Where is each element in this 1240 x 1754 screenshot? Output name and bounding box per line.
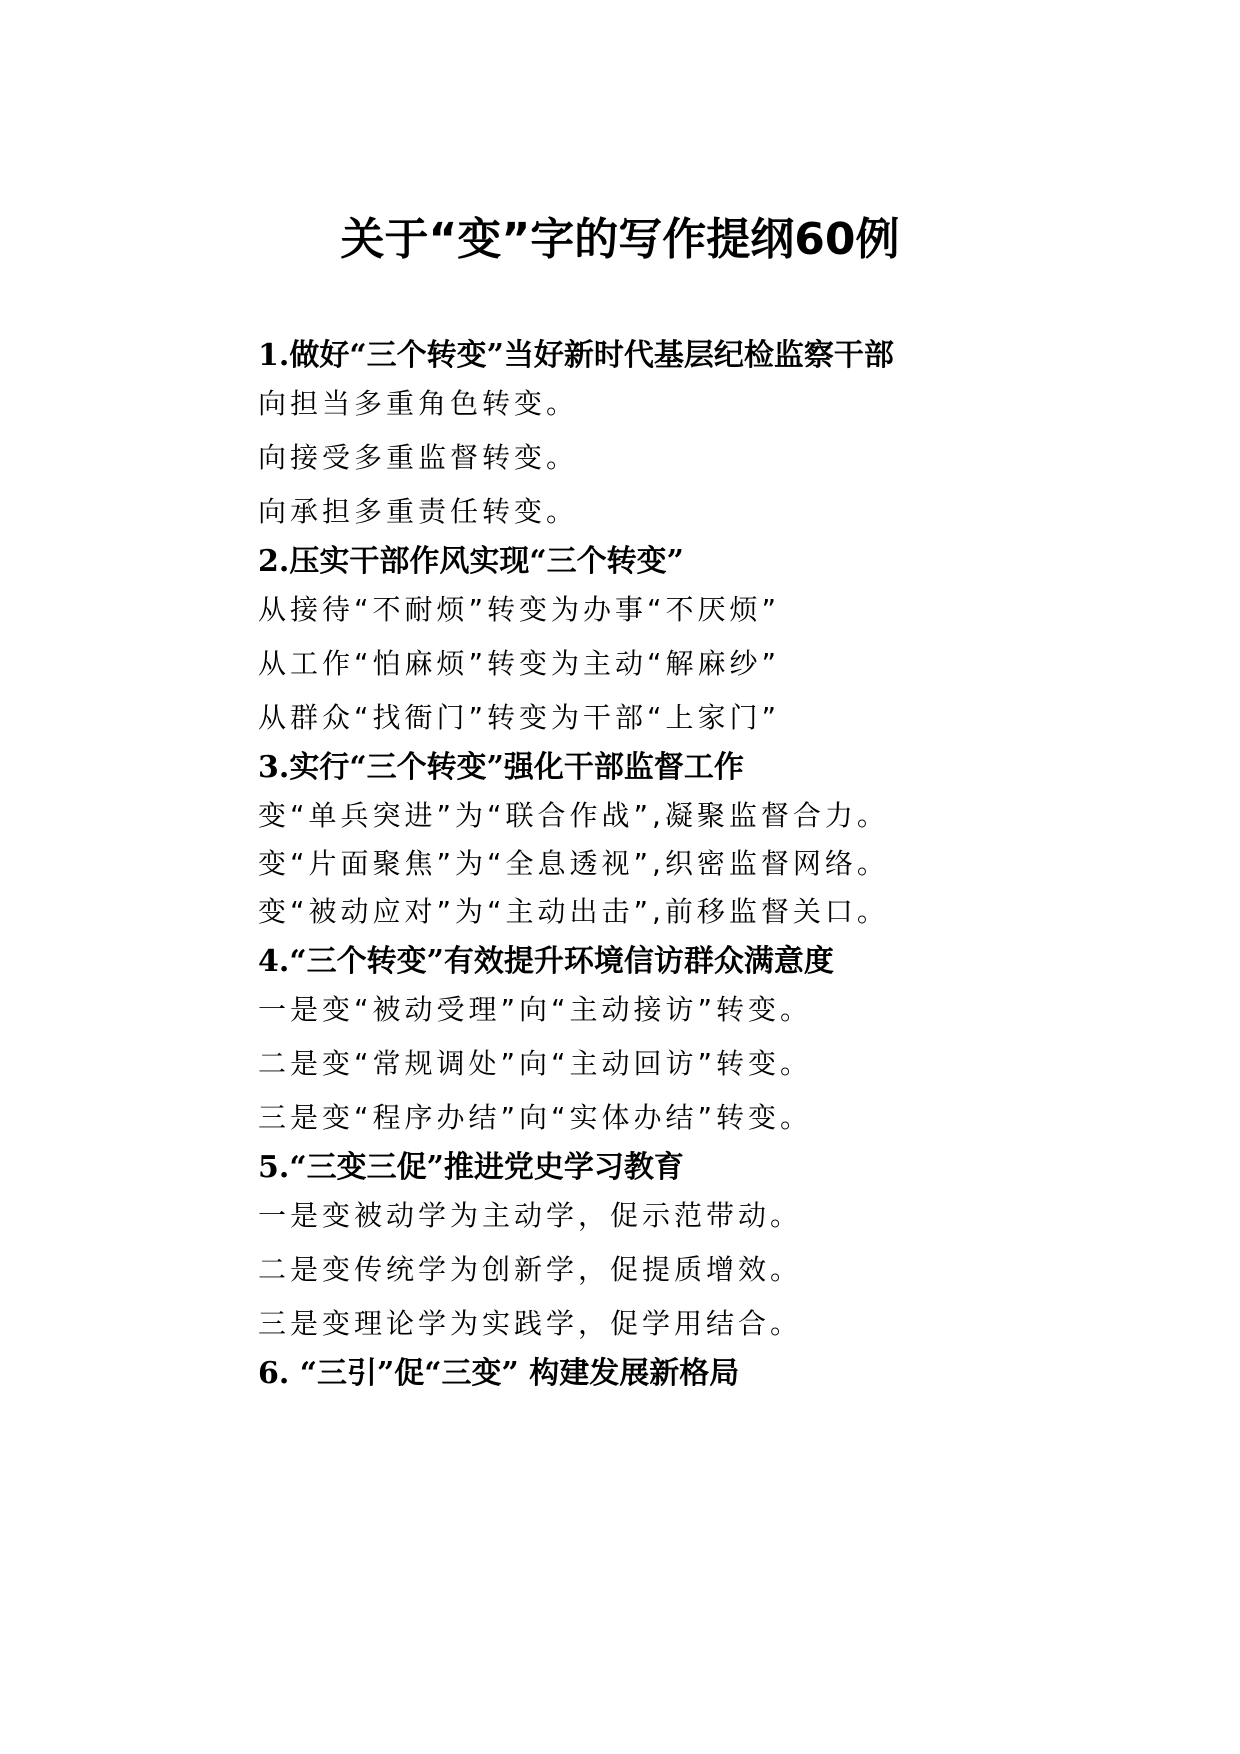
list-item: 一是变被动学为主动学，促示范带动。 [258, 1199, 803, 1232]
list-item: 变“片面聚焦”为“全息透视”,织密监督网络。 [258, 847, 889, 880]
list-item: 一是变“被动受理”向“主动接访”转变。 [258, 993, 813, 1026]
list-item: 从工作“怕麻烦”转变为主动“解麻纱” [258, 647, 781, 680]
section-6 [258, 1354, 1158, 1394]
list-item: 二是变传统学为创新学，促提质增效。 [258, 1253, 803, 1286]
section-4 [258, 942, 1158, 1138]
section-heading: 6. “三引”促“三变” 构建发展新格局 [258, 1356, 740, 1391]
list-item: 向接受多重监督转变。 [258, 441, 579, 474]
list-item: 变“被动应对”为“主动出击”,前移监督关口。 [258, 895, 889, 928]
list-item: 从接待“不耐烦”转变为办事“不厌烦” [258, 593, 781, 626]
list-item: 变“单兵突进”为“联合作战”,凝聚监督合力。 [258, 799, 889, 832]
section-3 [258, 748, 1158, 932]
list-item: 二是变“常规调处”向“主动回访”转变。 [258, 1047, 813, 1080]
list-item: 从群众“找衙门”转变为干部“上家门” [258, 701, 781, 734]
section-heading: 1.做好“三个转变”当好新时代基层纪检监察干部 [258, 338, 894, 373]
section-heading: 5.“三变三促”推进党史学习教育 [258, 1150, 684, 1185]
section-1 [258, 336, 1158, 532]
section-heading: 3.实行“三个转变”强化干部监督工作 [258, 750, 744, 785]
list-item: 三是变“程序办结”向“实体办结”转变。 [258, 1101, 813, 1134]
section-2 [258, 542, 1158, 738]
outline-body [258, 336, 1158, 1402]
section-heading: 4.“三个转变”有效提升环境信访群众满意度 [258, 944, 834, 979]
list-item: 向承担多重责任转变。 [258, 495, 579, 528]
list-item: 三是变理论学为实践学，促学用结合。 [258, 1307, 803, 1340]
section-5 [258, 1148, 1158, 1344]
list-item: 向担当多重角色转变。 [258, 387, 579, 420]
document-title: 关于“变”字的写作提纲60例 [340, 214, 900, 265]
section-heading: 2.压实干部作风实现“三个转变” [258, 544, 684, 579]
